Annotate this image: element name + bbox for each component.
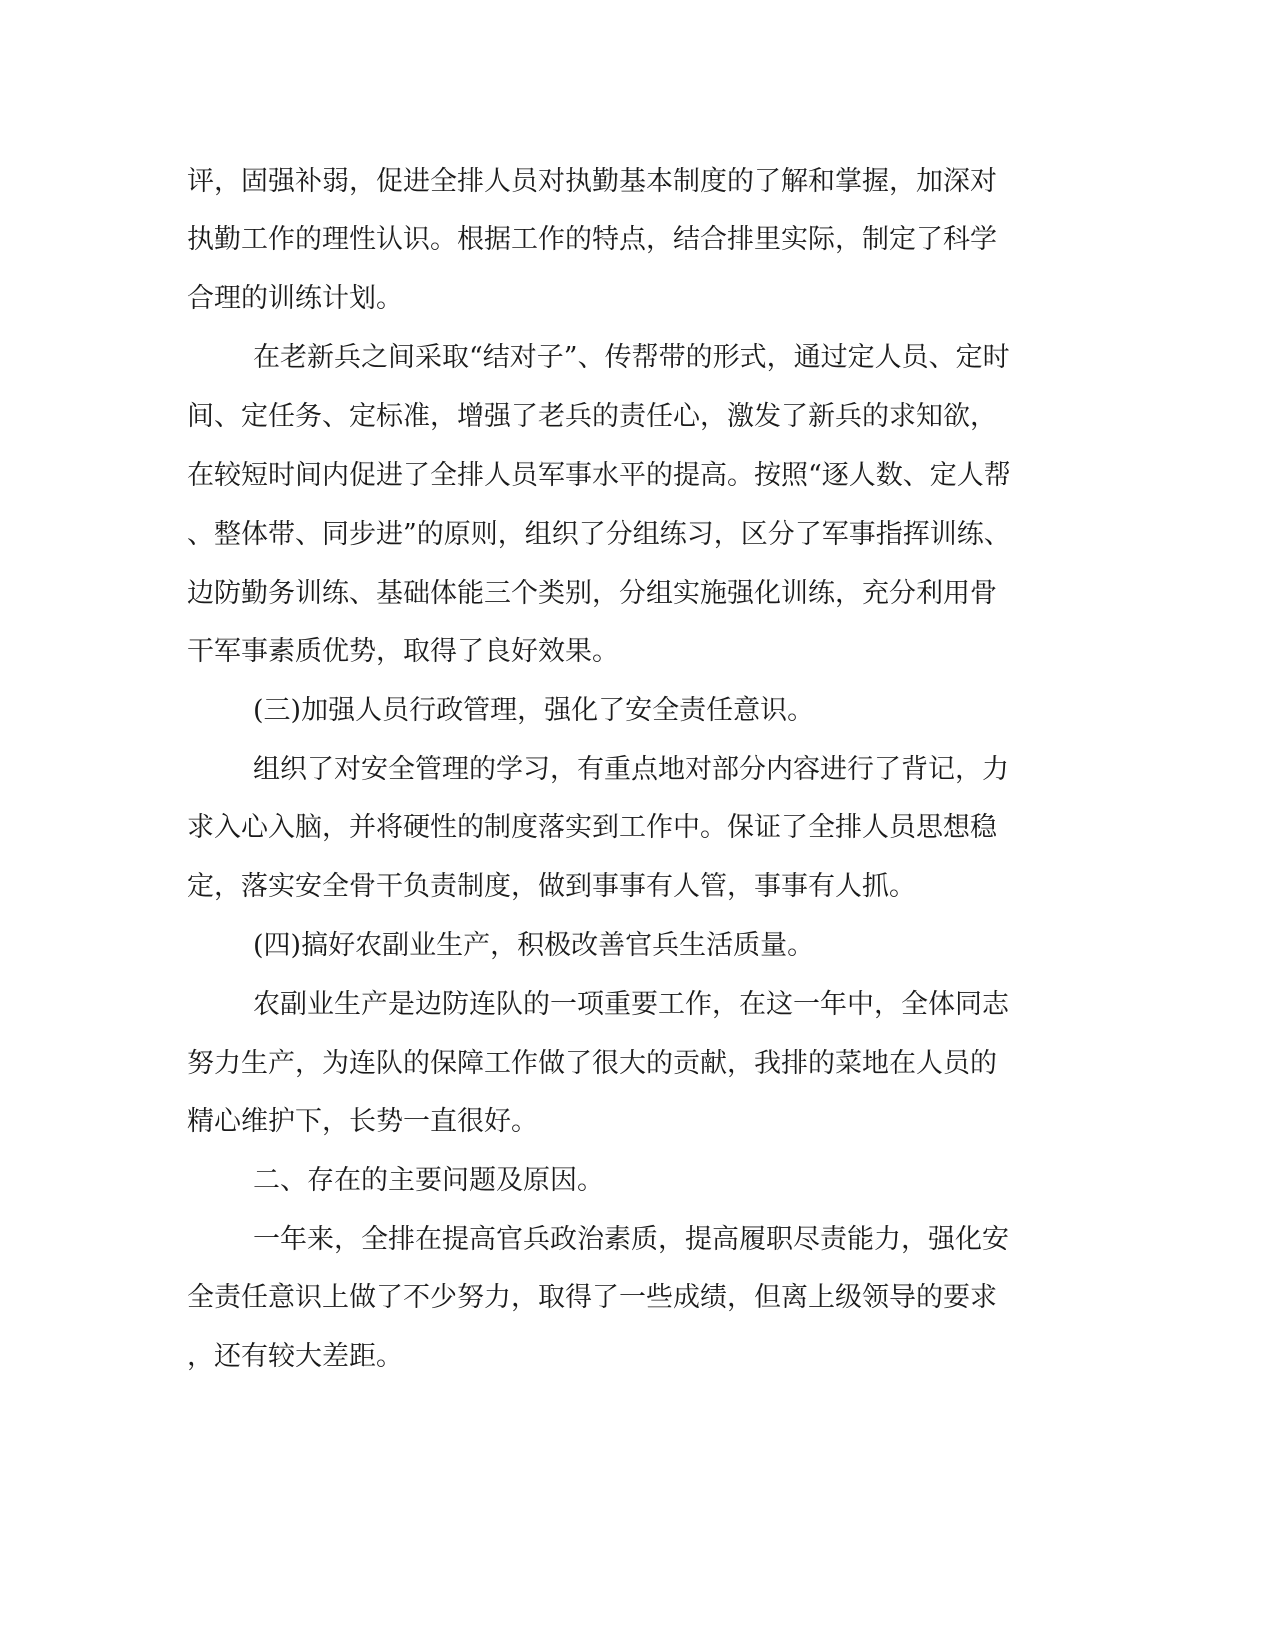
- text-line: 干军事素质优势，取得了良好效果。: [187, 636, 619, 667]
- section-heading: 二、存在的主要问题及原因。: [253, 1165, 604, 1196]
- text-line: 努力生产，为连队的保障工作做了很大的贡献，我排的菜地在人员的: [187, 1048, 997, 1079]
- text-line: 执勤工作的理性认识。根据工作的特点，结合排里实际，制定了科学: [187, 224, 997, 255]
- text-line: 全责任意识上做了不少努力，取得了一些成绩，但离上级领导的要求: [187, 1282, 997, 1313]
- text-line: 在较短时间内促进了全排人员军事水平的提高。按照“逐人数、定人帮: [187, 460, 1011, 491]
- text-line: 定，落实安全骨干负责制度，做到事事有人管，事事有人抓。: [187, 871, 916, 902]
- text-line: 间、定任务、定标准，增强了老兵的责任心，激发了新兵的求知欲，: [187, 401, 997, 432]
- text-line: 评，固强补弱，促进全排人员对执勤基本制度的了解和掌握，加深对: [187, 166, 997, 197]
- text-line: 边防勤务训练、基础体能三个类别，分组实施强化训练，充分利用骨: [187, 578, 997, 609]
- text-line: 组织了对安全管理的学习，有重点地对部分内容进行了背记，力: [253, 754, 1009, 785]
- text-line: 在老新兵之间采取“结对子”、传帮带的形式，通过定人员、定时: [253, 342, 1010, 373]
- section-heading: (四)搞好农副业生产，积极改善官兵生活质量。: [253, 930, 815, 961]
- text-line: 合理的训练计划。: [187, 283, 403, 314]
- text-line: 、整体带、同步进”的原则，组织了分组练习，区分了军事指挥训练、: [187, 519, 1011, 550]
- text-line: 求入心入脑，并将硬性的制度落实到工作中。保证了全排人员思想稳: [187, 812, 997, 843]
- text-line: 农副业生产是边防连队的一项重要工作，在这一年中，全体同志: [253, 989, 1009, 1020]
- text-line: 精心维护下，长势一直很好。: [187, 1106, 538, 1137]
- text-line: ，还有较大差距。: [187, 1341, 403, 1372]
- text-line: 一年来，全排在提高官兵政治素质，提高履职尽责能力，强化安: [253, 1224, 1009, 1255]
- section-heading: (三)加强人员行政管理，强化了安全责任意识。: [253, 695, 815, 726]
